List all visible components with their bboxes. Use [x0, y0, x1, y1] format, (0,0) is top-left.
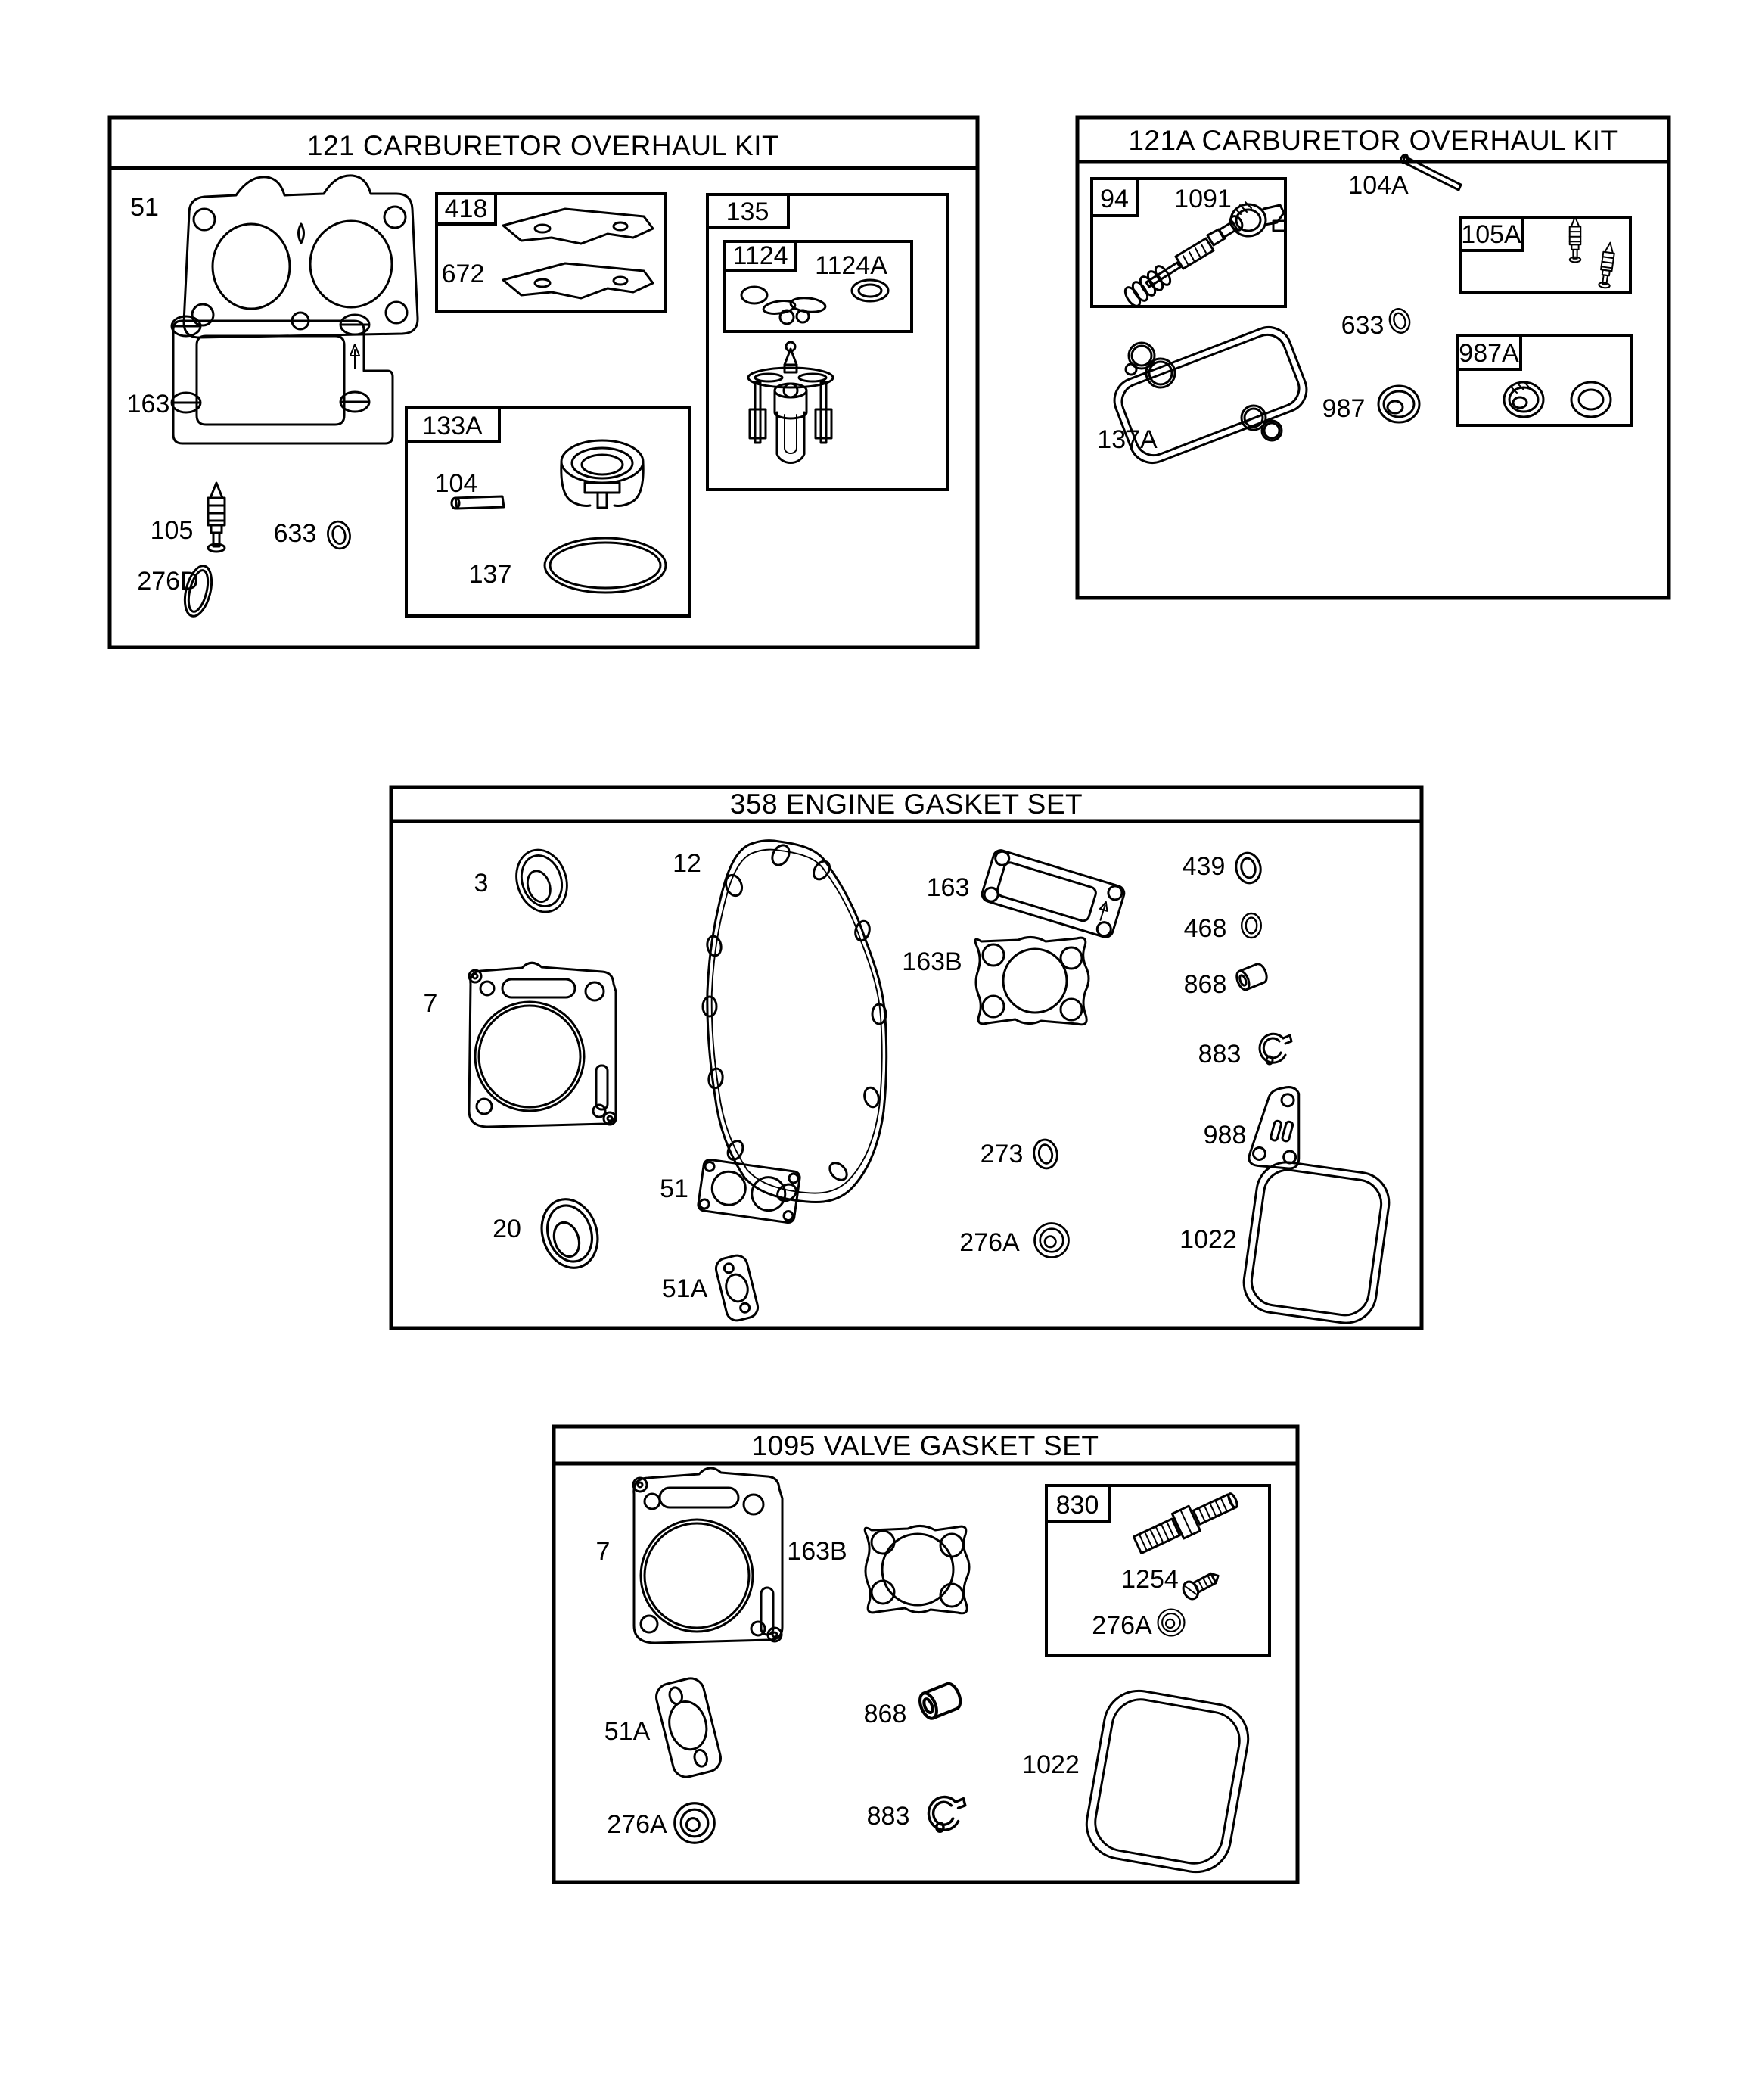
part-51-carburetor-mounting-gasket [184, 176, 418, 338]
part-label-672: 672 [441, 260, 485, 288]
subkit-987a [1458, 335, 1632, 425]
part-51-carb-gasket-set [698, 1159, 800, 1223]
part-label-633a: 633 [1341, 311, 1385, 340]
part-20-oil-seal [533, 1192, 606, 1275]
part-label-1022-set: 1022 [1179, 1225, 1237, 1254]
part-883-retainer-clip-valve-set [929, 1797, 965, 1832]
part-label-163b-set: 163B [902, 947, 962, 976]
part-label-830: 830 [1055, 1491, 1099, 1520]
part-830-stud [1132, 1487, 1242, 1557]
section-358-engine-gasket-set [391, 787, 1422, 1328]
part-163b-exhaust-gasket-set [975, 937, 1089, 1024]
part-418-diaphragm [503, 209, 653, 244]
part-label-137a: 137A [1097, 425, 1158, 454]
part-273-o-ring [1032, 1138, 1060, 1171]
section-1095-valve-gasket-set [554, 1426, 1297, 1882]
subkit-135 [707, 194, 948, 490]
part-133a-float [561, 440, 643, 508]
part-7-head-gasket-valve-set [633, 1468, 782, 1643]
part-633-o-ring-121a [1387, 306, 1412, 335]
section-121a-carburetor-overhaul-kit [1077, 117, 1669, 598]
part-label-104: 104 [434, 469, 478, 498]
kit-121-title: 121 CARBURETOR OVERHAUL KIT [306, 130, 780, 161]
subkit-105a [1460, 216, 1630, 293]
part-883-retainer-clip-set [1260, 1034, 1291, 1064]
part-1022-valve-cover-gasket-valve-set [1081, 1685, 1254, 1878]
part-868-bushing-set [1235, 962, 1270, 991]
kit-121a-title: 121A CARBURETOR OVERHAUL KIT [1128, 125, 1618, 156]
part-1254-screw [1180, 1568, 1222, 1602]
subkit-830 [1046, 1486, 1270, 1656]
part-label-163-set: 163 [926, 873, 970, 902]
subkit-94 [1092, 179, 1285, 309]
part-868-bushing-valve-set [917, 1682, 964, 1721]
part-1124a-o-ring [852, 280, 888, 301]
part-3-oil-seal [508, 843, 574, 918]
kit-121-border [110, 117, 977, 647]
part-label-51a-set: 51A [661, 1274, 708, 1303]
part-987-seal [1378, 386, 1419, 422]
part-1022-valve-cover-gasket-set [1240, 1159, 1393, 1327]
part-label-7-valve: 7 [595, 1537, 611, 1566]
part-label-988: 988 [1203, 1121, 1247, 1150]
part-987a-seals [1504, 382, 1611, 417]
part-label-12: 12 [673, 849, 701, 878]
part-276a-washer-valve-set [675, 1803, 715, 1843]
part-label-51a-valve: 51A [604, 1717, 651, 1746]
subkit-1124 [725, 241, 912, 331]
part-label-104a: 104A [1348, 171, 1409, 200]
part-label-439: 439 [1182, 852, 1226, 881]
part-label-868-set: 868 [1183, 970, 1227, 999]
part-633-o-ring [325, 519, 353, 550]
part-163b-exhaust-gasket-valve-set [865, 1526, 969, 1613]
part-label-1091: 1091 [1174, 185, 1232, 213]
part-51a-exhaust-gasket-set [713, 1253, 760, 1323]
part-label-276a-valve: 276A [607, 1810, 667, 1839]
subkit-133a [406, 407, 690, 616]
part-104a-float-pin [1400, 154, 1461, 190]
part-label-105: 105 [150, 516, 194, 545]
part-label-20: 20 [493, 1215, 521, 1243]
part-label-94: 94 [1100, 185, 1129, 213]
part-label-868-valve: 868 [863, 1700, 907, 1728]
part-label-633: 633 [273, 519, 317, 548]
part-276a-washer-set [1035, 1224, 1069, 1258]
subkit-418 [437, 194, 666, 311]
part-label-51: 51 [130, 193, 159, 222]
part-label-987: 987 [1322, 394, 1366, 423]
part-105-needle-valve [208, 483, 225, 552]
part-label-1022-valve: 1022 [1022, 1750, 1080, 1779]
part-105a-needle-valves [1570, 216, 1616, 288]
part-label-273: 273 [980, 1140, 1024, 1168]
part-label-133a: 133A [422, 412, 483, 440]
part-label-883-set: 883 [1198, 1040, 1242, 1069]
part-94-idle-mixture-screw [1123, 214, 1245, 309]
part-672-diaphragm [503, 263, 653, 298]
subkit-135-border [707, 194, 948, 490]
part-label-468: 468 [1183, 914, 1227, 943]
part-label-7: 7 [423, 989, 438, 1018]
part-137-bowl-o-ring [545, 538, 666, 593]
part-1124-seat-ring [741, 287, 767, 303]
part-label-1254: 1254 [1121, 1565, 1179, 1594]
part-label-1124a: 1124A [815, 251, 887, 280]
part-label-276a-kit: 276A [1092, 1611, 1152, 1640]
part-163-intake-gasket [172, 315, 393, 443]
part-label-418: 418 [444, 194, 488, 223]
part-276a-washer-kit [1158, 1610, 1185, 1636]
part-51a-exhaust-gasket-valve-set [654, 1675, 724, 1780]
part-104-float-pin [452, 496, 504, 509]
part-1124-needle-cluster [763, 297, 826, 324]
part-label-163: 163 [126, 390, 170, 418]
part-label-276d: 276D [137, 567, 199, 596]
set-358-title: 358 ENGINE GASKET SET [729, 789, 1083, 820]
part-439-o-ring [1233, 851, 1263, 885]
part-137a-bowl-gasket [1108, 321, 1313, 469]
part-12-crankcase-gasket [703, 841, 887, 1204]
part-163-intake-gasket-set [981, 848, 1127, 939]
part-135-needle-seat-assembly [748, 342, 833, 463]
part-label-105a: 105A [1461, 220, 1521, 249]
part-label-51-set: 51 [660, 1174, 688, 1203]
part-label-1124: 1124 [732, 241, 788, 270]
part-7-cylinder-head-gasket [469, 963, 616, 1127]
part-label-3: 3 [474, 869, 489, 898]
part-label-883-valve: 883 [866, 1802, 910, 1831]
part-468-o-ring [1242, 913, 1261, 938]
part-label-276a-set: 276A [959, 1228, 1020, 1257]
set-1095-title: 1095 VALVE GASKET SET [751, 1430, 1099, 1461]
part-label-137: 137 [468, 560, 512, 589]
part-label-135: 135 [726, 198, 769, 226]
part-label-987a: 987A [1459, 339, 1519, 368]
part-label-163b-valve: 163B [787, 1537, 847, 1566]
section-121-carburetor-overhaul-kit [110, 117, 977, 647]
